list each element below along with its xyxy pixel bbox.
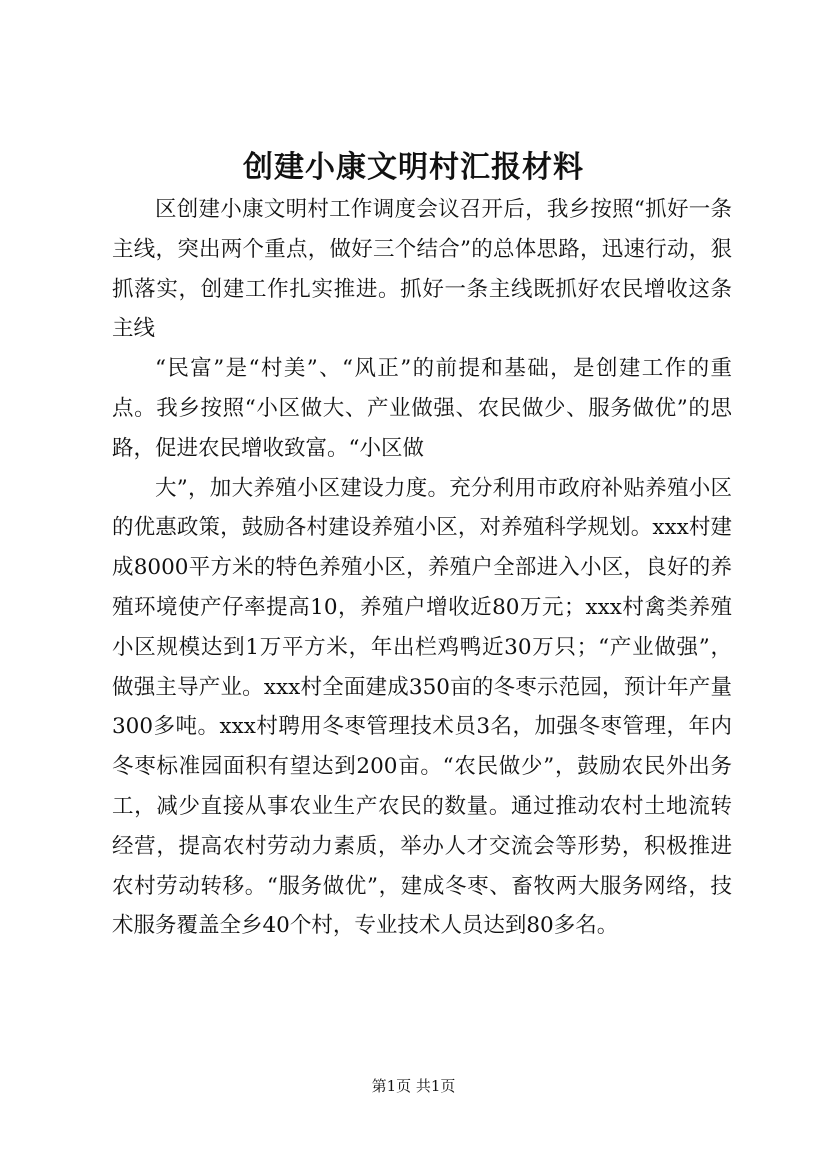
document-title: 创建小康文明村汇报材料 [243,150,584,185]
paragraph-1: 区创建小康文明村工作调度会议召开后，我乡按照“抓好一条主线，突出两个重点，做好三个结合”的总体思路，迅速行动，狠抓落实，创建工作扎实推进。抓好一条主线既抓好农民增收这条主线 [112,197,732,342]
page-footer: 第1页 共1页 [371,1077,456,1095]
paragraph-2: “民富”是“村美”、“风正”的前提和基础，是创建工作的重点。我乡按照“小区做大、产业做强、农民做少、服务做优”的思路，促进农民增收致富。“小区做 [112,356,732,461]
document-body [112,190,732,946]
paragraph-3: 大”，加大养殖小区建设力度。充分利用市政府补贴养殖小区的优惠政策，鼓励各村建设养殖小区，对养殖科学规划。xxx村建成8000平方米的特色养殖小区，养殖户全部进入小区，良好的养殖环境使产仔率提高10，养殖户增收近80万元；xxx村禽类养殖小区规模达到1万平方米，年出栏鸡鸭近30万只；“产业做强”，做强主导产业。xxx村全面建成350亩的冬枣示范园，预计年产量300多吨。xxx村聘用冬枣管理技术员3名，加强冬枣管理，年内冬枣标准园面积有望达到200亩。“农民做少”，鼓励农民外出务工，减少直接从事农业生产农民的数量。通过推动农村土地流转经营，提高农村劳动力素质，举办人才交流会等形势，积极推进农村劳动转移。“服务做优”，建成冬枣、畜牧两大服务网络，技术服务覆盖全乡40个村，专业技术人员达到80多名。 [112,475,732,939]
